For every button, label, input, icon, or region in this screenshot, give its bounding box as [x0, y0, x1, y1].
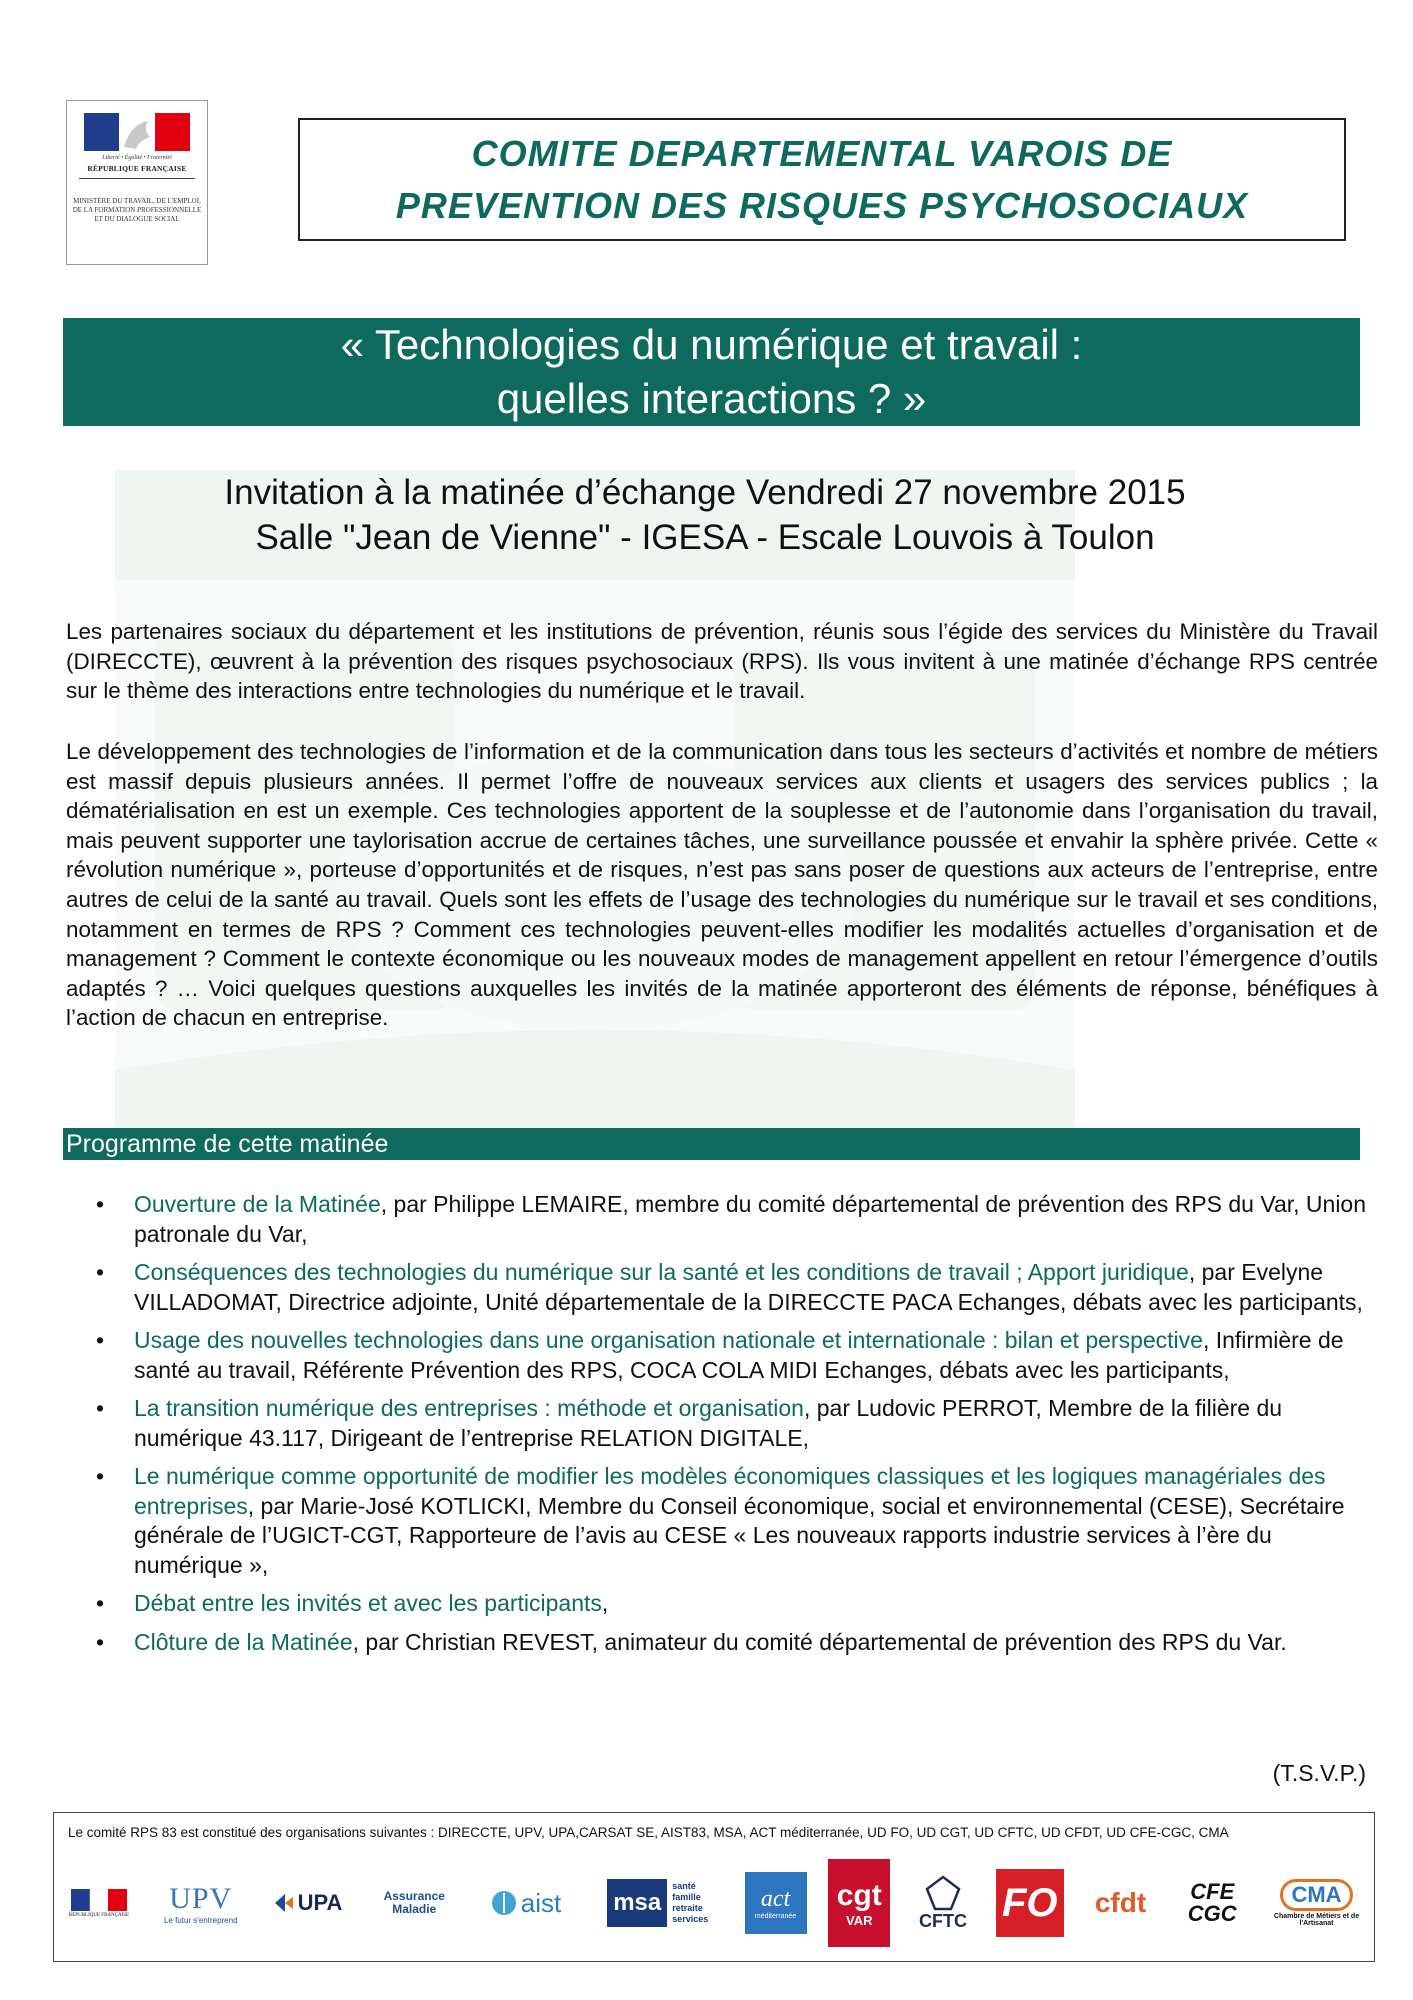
invitation-venue: Salle "Jean de Vienne" - IGESA - Escale Louvois à Toulon	[255, 518, 1155, 557]
program-topic: La transition numérique des entreprises : méthode et organisation	[134, 1395, 804, 1421]
program-topic: Le numérique comme opportunité de modifier les modèles économiques classiques et les logiques managériales des entreprises	[134, 1463, 1326, 1519]
footer-members-text: Le comité RPS 83 est constitué des organisations suivantes : DIRECCTE, UPV, UPA,CARSAT SE, AIST83, MSA, ACT méditerranée, UD FO, UD CGT, UD CFTC, UD CFDT, UD CFE-CGC, CMA	[68, 1825, 1229, 1840]
program-heading: Programme de cette matinée	[63, 1128, 1360, 1160]
event-title-line1: « Technologies du numérique et travail :	[340, 321, 1083, 368]
fo-logo-text: FO	[1001, 1880, 1058, 1925]
intro-paragraph-2: Le développement des technologies de l’information et de la communication dans tous les secteurs d’activités et nombre de métiers est massif depuis plusieurs années. Il permet l’offre de nouveaux services aux clients et usagers des services publics ; la dématérialisation en est un exemple. Ces technologies apportent de la souplesse et de l’autonomie dans l’organisation du travail, mais peuvent supporter une taylorisation accrue de certaines tâches, une surveillance poussée et envahir la sphère privée. Cette « révolution numérique », porteuse d’opportunités et de risques, n’est pas sans poser de questions aux acteurs de l’entreprise, entre autres de celui de la santé au travail. Quels sont les effets de l’usage des technologies du numérique sur le travail et ses conditions, notamment en termes de RPS ? Comment ces technologies peuvent-elles modifier les modalités actuelles d’organisation et de management ? Comment le contexte économique ou les nouveaux modes de management appellent en retour l’émergence d’outils adaptés ? … Voici quelques questions auxquelles les invités de la matinée apporteront des éléments de réponse, bénéfiques à l’action de chacun en entreprise.	[66, 739, 1378, 1031]
event-title-line2: quelles interactions ? »	[496, 375, 927, 422]
republic-motto: Liberté • Égalité • Fraternité	[102, 155, 172, 161]
msa-logo	[593, 1879, 723, 1927]
cftc-logo	[912, 1875, 974, 1932]
marianne-logo-text: RÉPUBLIQUE FRANÇAISE	[68, 1912, 130, 1918]
marianne-flag-icon	[84, 113, 190, 151]
program-detail: , par Evelyne VILLADOMAT, Directrice adjointe, Unité départementale de la DIRECCTE PACA Echanges, débats avec les participants,	[134, 1259, 1363, 1315]
cfdt-logo	[1086, 1887, 1156, 1919]
program-item-closing	[96, 1628, 1386, 1658]
program-item-opportunity	[96, 1462, 1386, 1580]
cfe-cgc-logo	[1177, 1881, 1247, 1925]
invitation-date: Invitation à la matinée d’échange Vendredi 27 novembre 2015	[224, 473, 1186, 512]
upa-logo	[268, 1890, 348, 1916]
msa-tag-3: retraite	[672, 1903, 703, 1913]
ministry-logo	[66, 100, 208, 265]
cma-logo-sub: Chambre de Métiers et de l'Artisanat	[1273, 1913, 1360, 1927]
act-logo	[745, 1872, 807, 1934]
committee-title-line1: COMITE DEPARTEMENTAL VAROIS DE	[471, 132, 1173, 174]
caduceus-icon	[491, 1888, 517, 1918]
program-item-transition	[96, 1394, 1386, 1453]
upv-logo-text: UPV	[169, 1881, 233, 1915]
program-topic: Ouverture de la Matinée	[134, 1191, 381, 1217]
program-topic: Débat entre les invités et avec les participants	[134, 1590, 602, 1616]
cgt-logo-sub: VAR	[846, 1912, 873, 1928]
msa-tag-4: services	[672, 1914, 709, 1924]
program-list	[96, 1190, 1386, 1666]
intro-paragraph-1: Les partenaires sociaux du département et les institutions de prévention, réunis sous l’égide des services du Ministère du Travail (DIRECCTE), œuvrent à la prévention des risques psychosociaux (RPS). Ils vous invitent à une matinée d’échange RPS centrée sur le thème des interactions entre technologies du numérique et le travail.	[66, 619, 1378, 704]
upa-logo-text: UPA	[297, 1890, 343, 1915]
program-detail: , par Philippe LEMAIRE, membre du comité départemental de prévention des RPS du Var, Union patronale du Var,	[134, 1191, 1367, 1247]
aist-logo-text: aist	[520, 1887, 562, 1918]
program-detail: , par Christian REVEST, animateur du comité départemental de prévention des RPS du Var.	[352, 1628, 1287, 1655]
fo-logo	[996, 1869, 1064, 1937]
carsat-logo	[369, 1890, 459, 1916]
cftc-emblem-icon	[923, 1875, 963, 1911]
cgt-logo	[828, 1859, 890, 1947]
committee-title-line2: PREVENTION DES RISQUES PSYCHOSOCIAUX	[395, 184, 1249, 226]
program-topic: Usage des nouvelles technologies dans une organisation nationale et internationale : bilan et perspective	[134, 1327, 1203, 1353]
marianne-logo	[64, 1889, 134, 1918]
program-item-debate	[96, 1589, 1386, 1619]
program-detail: ,	[601, 1590, 609, 1616]
act-logo-text: act	[760, 1886, 791, 1912]
cgt-logo-text: cgt	[836, 1878, 882, 1912]
upa-arrow-icon	[273, 1892, 295, 1914]
cftc-logo-text: CFTC	[919, 1910, 967, 1931]
program-detail: , Infirmière de santé au travail, Référente Prévention des RPS, COCA COLA MIDI Echanges, débats avec les participants,	[134, 1327, 1344, 1383]
cfdt-logo-text: cfdt	[1094, 1887, 1147, 1918]
program-item-opening	[96, 1190, 1386, 1249]
aist-logo	[481, 1888, 571, 1919]
invitation-block	[150, 470, 1260, 560]
upv-logo	[156, 1882, 246, 1925]
program-detail: , par Marie-José KOTLICKI, Membre du Conseil économique, social et environnemental (CESE), Secrétaire générale de l’UGICT-CGT, Rapporteure de l’avis au CESE « Les nouveaux rapports industrie services à l’ère du numérique »,	[134, 1492, 1345, 1578]
logo-divider	[79, 178, 195, 179]
french-flag-icon	[71, 1889, 127, 1911]
program-item-usage	[96, 1326, 1386, 1385]
turn-over-note: (T.S.V.P.)	[1272, 1760, 1366, 1786]
msa-tag-2: famille	[672, 1892, 701, 1902]
event-title-band	[63, 318, 1360, 426]
cfe-cgc-logo-text: CFE CGC	[1187, 1879, 1237, 1926]
act-logo-sub: méditerranée	[754, 1913, 797, 1920]
program-topic: Clôture de la Matinée	[134, 1628, 353, 1655]
program-item-health	[96, 1258, 1386, 1317]
republic-name: RÉPUBLIQUE FRANÇAISE	[87, 164, 187, 173]
committee-header	[298, 118, 1346, 241]
upv-slogan: Le futur s'entreprend	[163, 1915, 238, 1925]
carsat-logo-text: Assurance Maladie	[383, 1889, 445, 1916]
program-topic: Conséquences des technologies du numérique sur la santé et les conditions de travail ; Apport juridique	[134, 1259, 1189, 1285]
partner-logos	[64, 1853, 1364, 1953]
msa-tag-1: santé	[672, 1881, 696, 1891]
cma-logo-text: CMA	[1280, 1879, 1352, 1911]
cma-logo	[1269, 1879, 1364, 1927]
program-detail: , par Ludovic PERROT, Membre de la filière du numérique 43.117, Dirigeant de l’entreprise RELATION DIGITALE,	[134, 1395, 1283, 1451]
msa-logo-text: msa	[607, 1879, 667, 1927]
msa-tagline	[672, 1881, 708, 1925]
ministry-name: MINISTÈRE DU TRAVAIL, DE L'EMPLOI, DE LA FORMATION PROFESSIONNELLE ET DU DIALOGUE SOCIAL	[72, 197, 202, 223]
footer-members	[53, 1812, 1375, 1962]
